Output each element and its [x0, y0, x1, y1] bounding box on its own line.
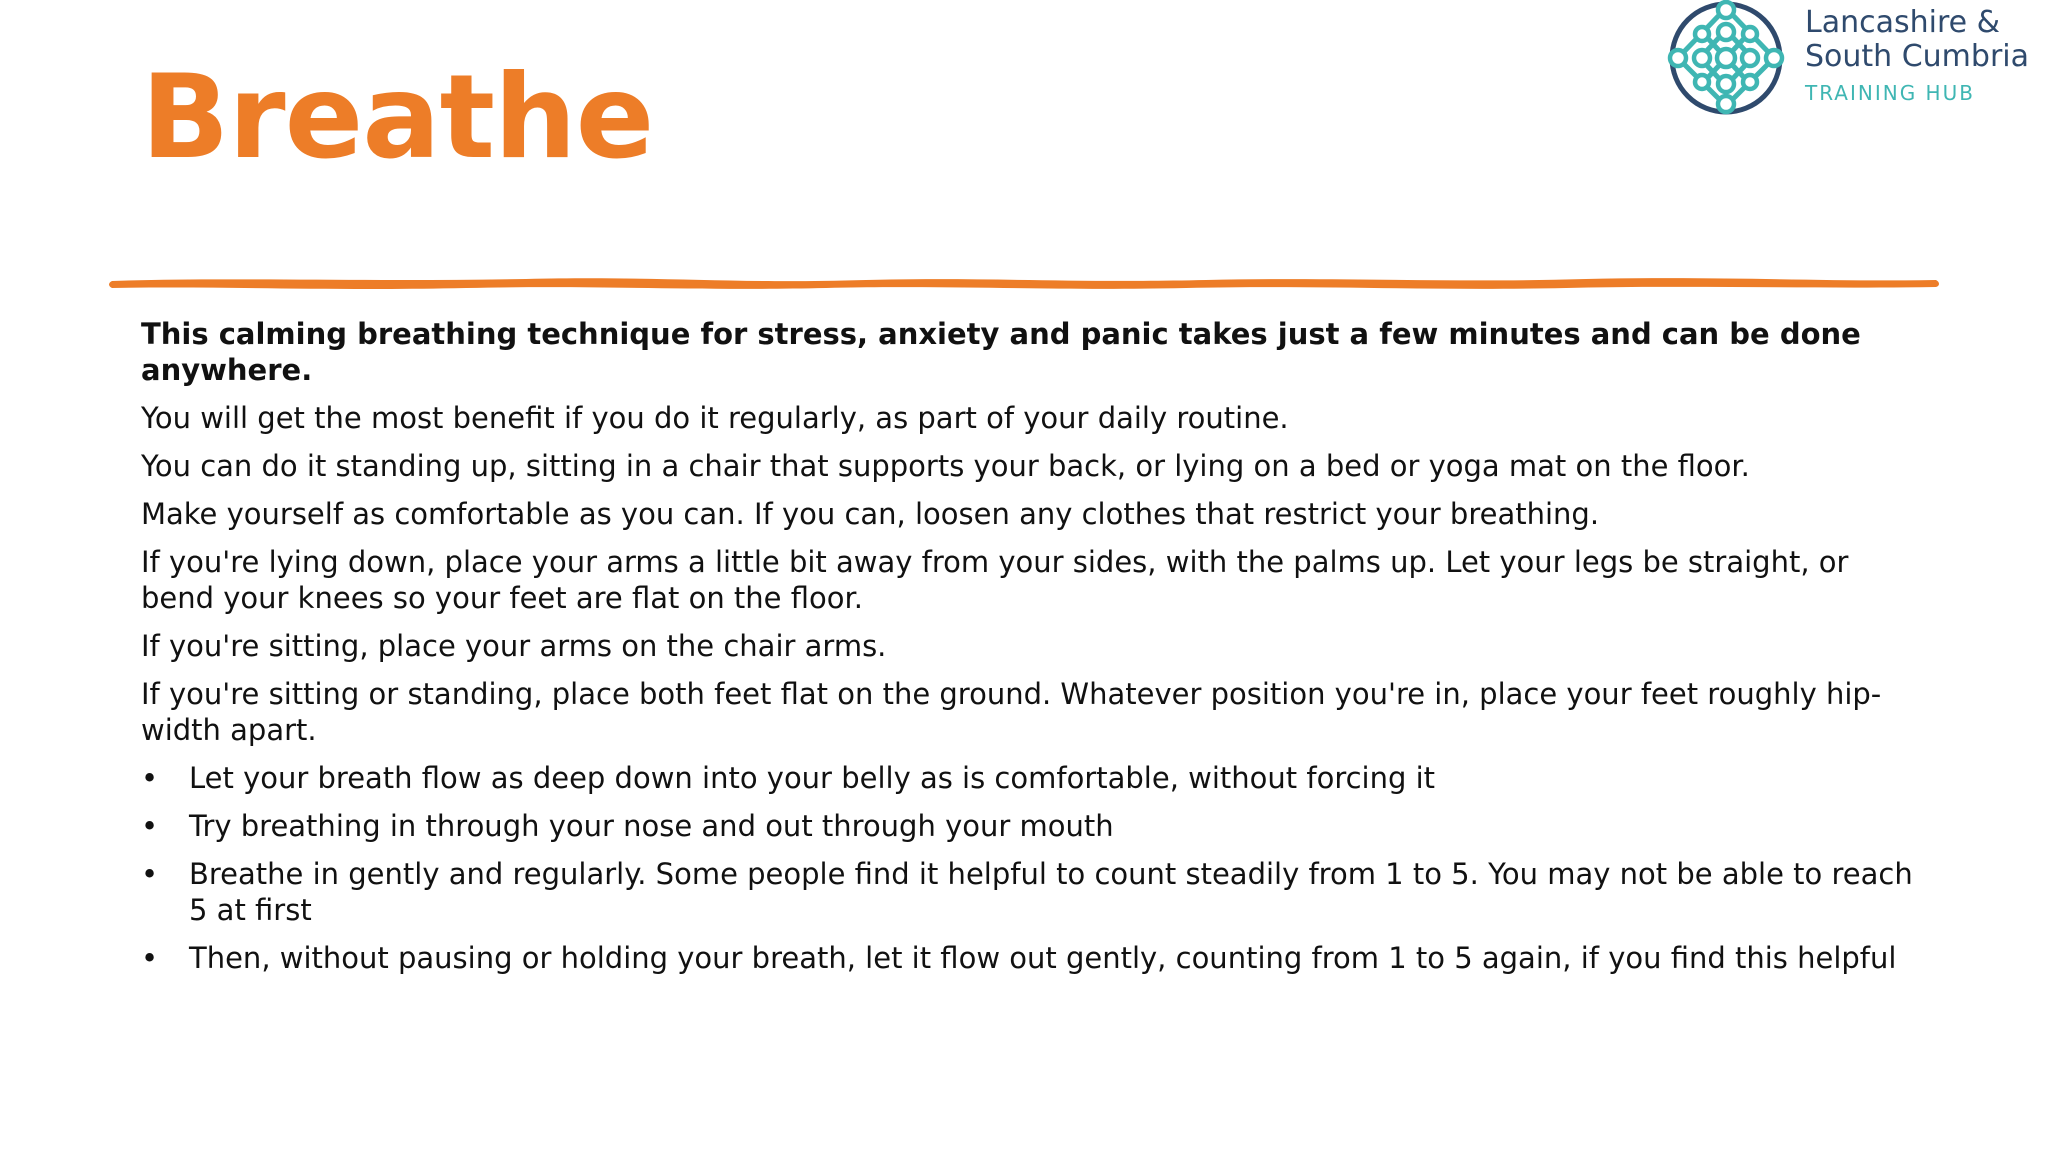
bullet-icon: •: [141, 857, 159, 891]
bullet-icon: •: [141, 809, 159, 843]
lead-paragraph: This calming breathing technique for stress, anxiety and panic takes just a few minutes and can be done anywhere.: [141, 317, 1861, 387]
list-item: [141, 760, 1921, 796]
bullet-icon: •: [141, 941, 159, 975]
logo-line-1: Lancashire &: [1805, 5, 2001, 40]
list-item: [141, 940, 1921, 976]
list-item-text: Try breathing in through your nose and out through your mouth: [189, 809, 1114, 843]
training-hub-logo: [1664, 0, 2048, 116]
list-item: [141, 856, 1921, 928]
paragraph: If you're sitting, place your arms on the chair arms.: [141, 629, 887, 663]
network-circle-logo-icon: [1664, 0, 1788, 116]
paragraph: If you're lying down, place your arms a little bit away from your sides, with the palms up. Let your legs be straight, or bend your knees so your feet are flat on the floor.: [141, 545, 1849, 615]
list-item-text: Then, without pausing or holding your breath, let it flow out gently, counting from 1 to 5 again, if you find this helpful: [189, 941, 1897, 975]
logo-text: [1805, 6, 2048, 104]
paragraph: You can do it standing up, sitting in a chair that supports your back, or lying on a bed or yoga mat on the floor.: [141, 449, 1750, 483]
logo-line-3: TRAINING HUB: [1805, 81, 1975, 105]
paragraph: You will get the most benefit if you do it regularly, as part of your daily routine.: [141, 401, 1289, 435]
bullet-list: [141, 760, 1921, 976]
paragraph: Make yourself as comfortable as you can. If you can, loosen any clothes that restrict your breathing.: [141, 497, 1600, 531]
paragraph: If you're sitting or standing, place both feet flat on the ground. Whatever position you're in, place your feet roughly hip-width apart.: [141, 677, 1882, 747]
bullet-icon: •: [141, 761, 159, 795]
brush-stroke-divider: [106, 268, 1942, 298]
list-item-text: Breathe in gently and regularly. Some people find it helpful to count steadily from 1 to 5. You may not be able to reach 5 at first: [189, 857, 1913, 927]
list-item: [141, 808, 1921, 844]
body-text: [141, 316, 1921, 988]
page-title: Breathe: [141, 50, 654, 185]
list-item-text: Let your breath flow as deep down into your belly as is comfortable, without forcing it: [189, 761, 1436, 795]
logo-line-2: South Cumbria: [1805, 39, 2030, 74]
